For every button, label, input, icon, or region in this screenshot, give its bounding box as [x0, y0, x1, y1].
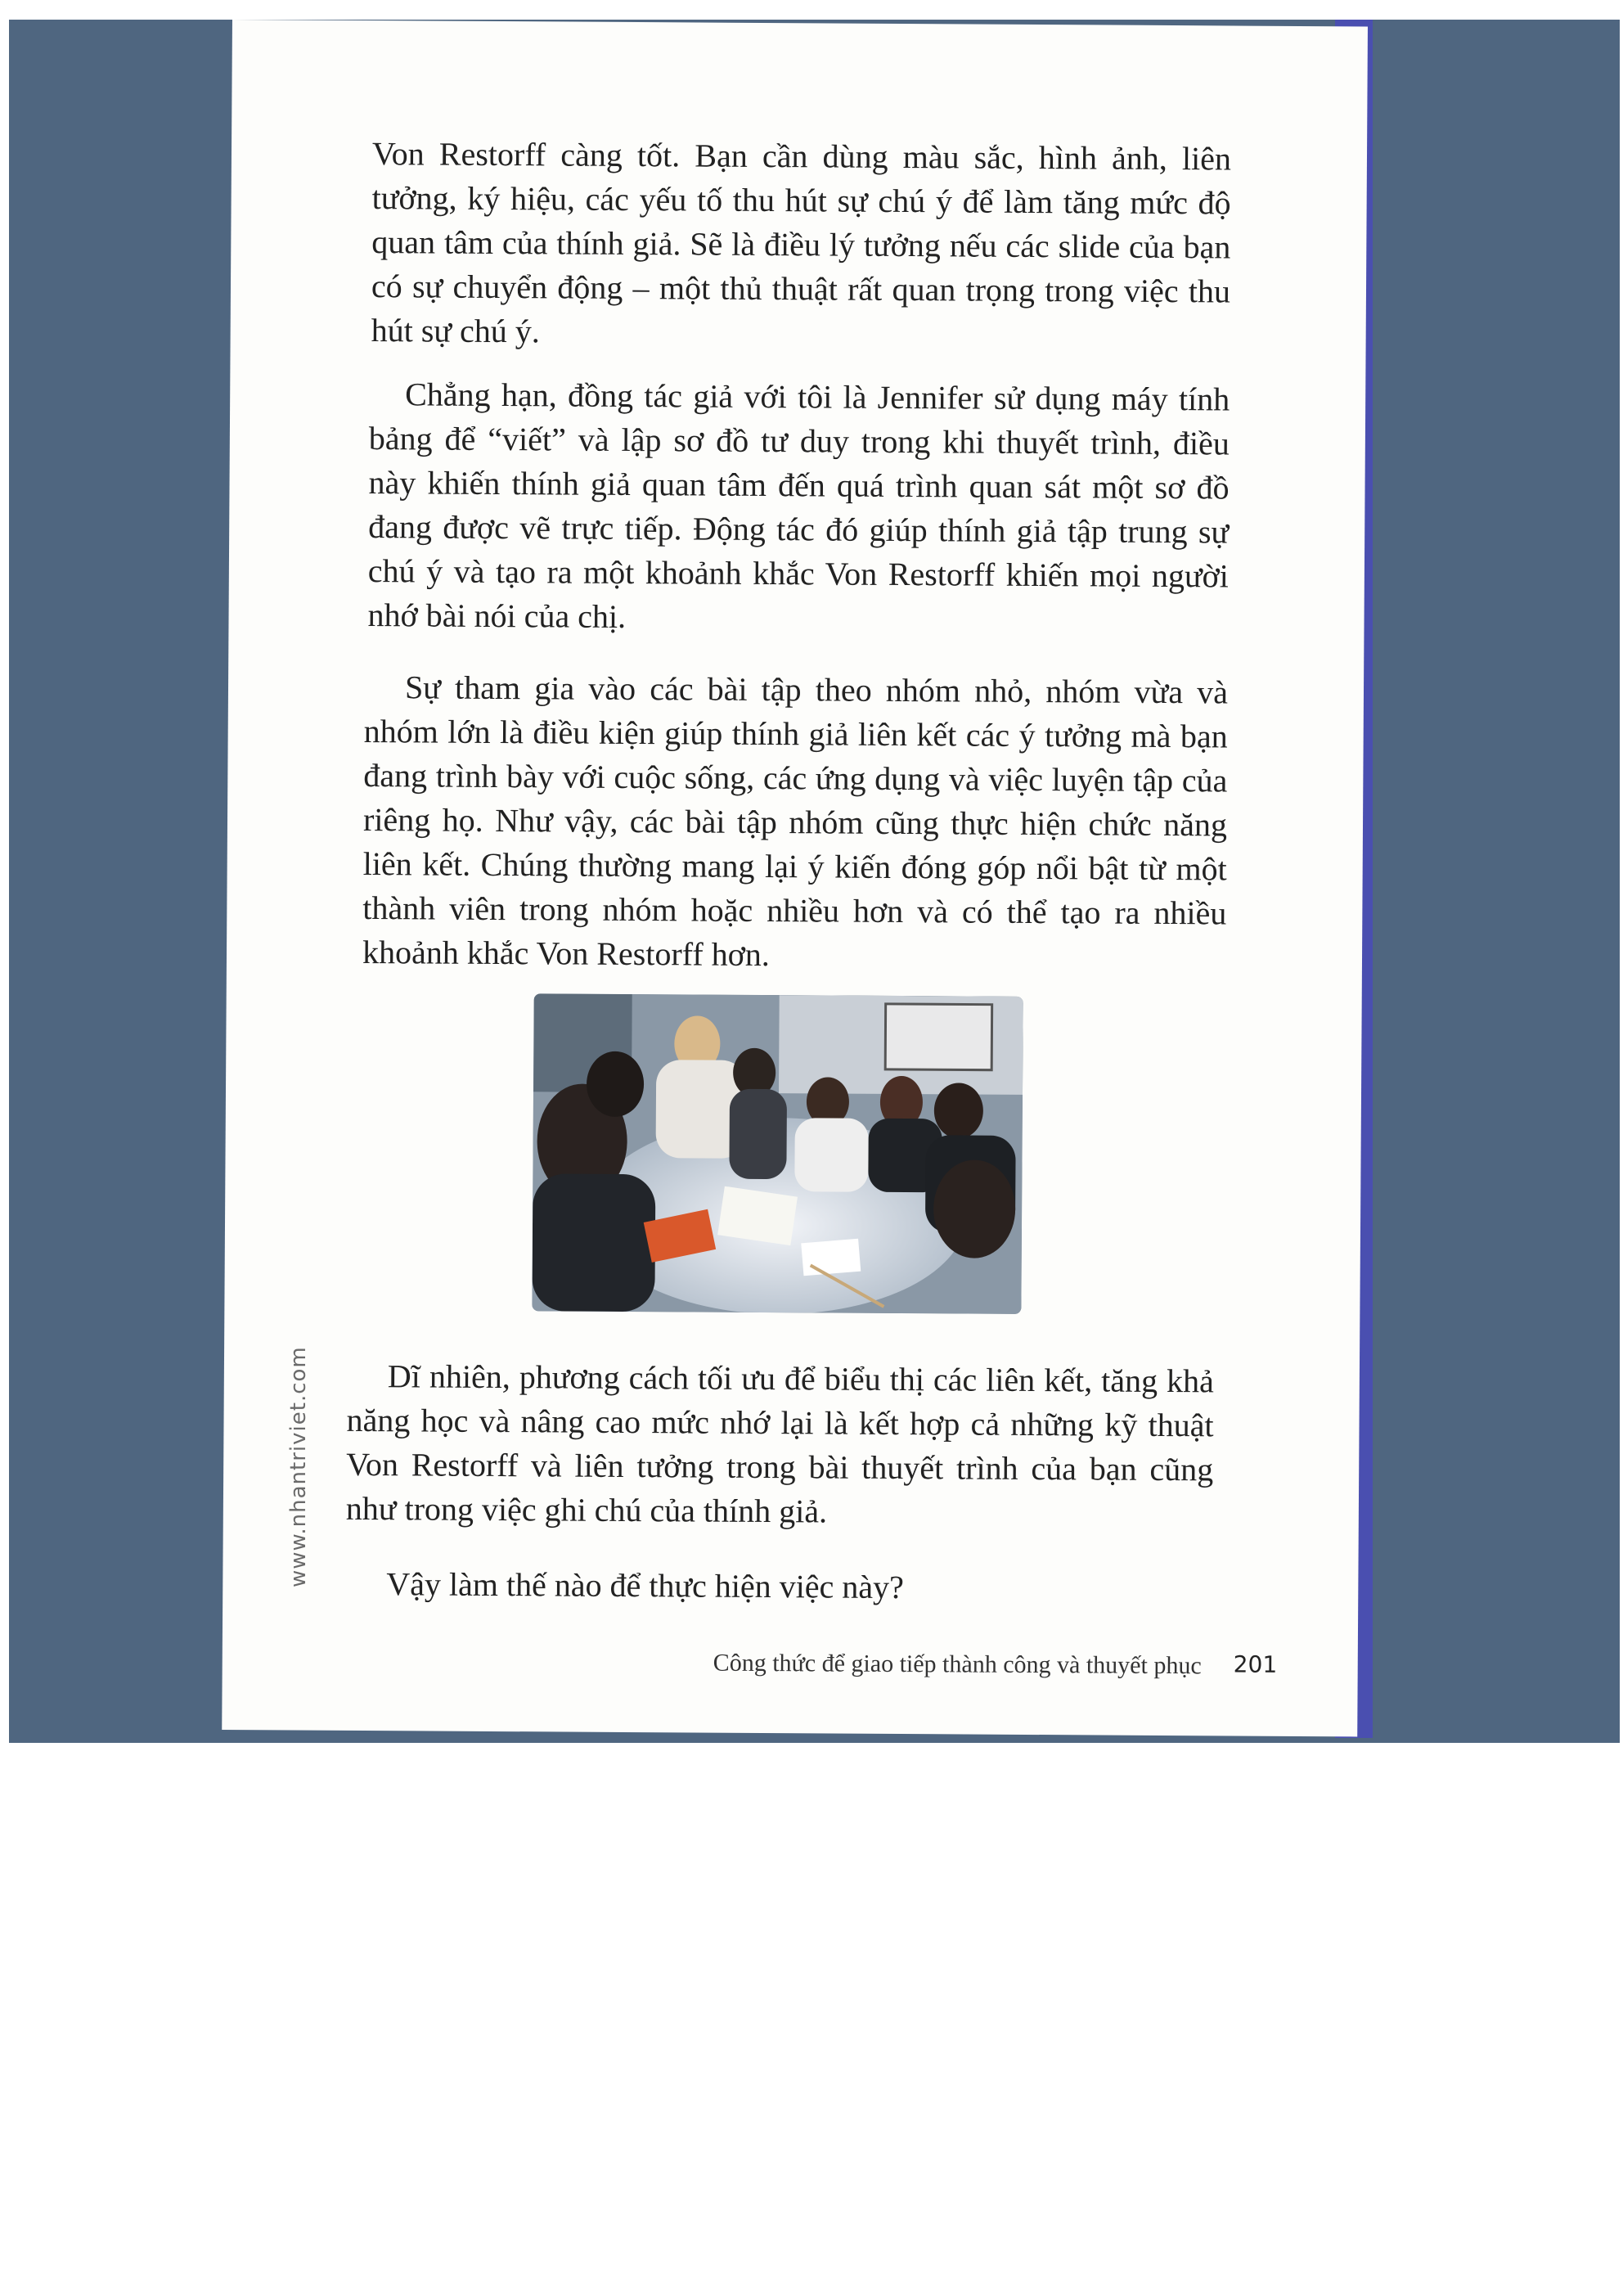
page-number: 201 [1233, 1650, 1278, 1678]
photo-illustration [532, 993, 1023, 1314]
paragraph-3: Sự tham gia vào các bài tập theo nhóm nhỏ, nhóm vừa và nhóm lớn là điều kiện giúp thính giả liên kết các ý tưởng mà bạn đang trình bày với cuộc sống, các ứng dụng và việc luyện tập của riêng họ. Như vậy, các bài tập nhóm cũng thực hiện chức năng liên kết. Chúng thường mang lại ý kiến đóng góp nổi bật từ một thành viên trong nhóm hoặc nhiều hơn và có thể tạo ra nhiều khoảnh khắc Von Restorff hơn. [362, 669, 1229, 974]
group-discussion-photo [532, 993, 1023, 1314]
paragraph-1: Von Restorff càng tốt. Bạn cần dùng màu sắc, hình ảnh, liên tưởng, ký hiệu, các yếu tố thu hút sự chú ý để làm tăng mức độ quan tâm của thính giả. Sẽ là điều lý tưởng nếu các slide của bạn có sự chuyển động – một thủ thuật rất quan trọng trong việc thu hút sự chú ý. [371, 135, 1232, 350]
paragraph-2: Chẳng hạn, đồng tác giả với tôi là Jennifer sử dụng máy tính bảng để “viết” và lập sơ đồ tư duy trong khi thuyết trình, điều này khiến thính giả quan tâm đến quá trình quan sát một sơ đồ đang được vẽ trực tiếp. Động tác đó giúp thính giả tập trung sự chú ý và tạo ra một khoảnh khắc Von Restorff khiến mọi người nhớ bài nói của chị. [367, 376, 1230, 635]
footer-book-title: Công thức để giao tiếp thành công và thuyết phục [713, 1649, 1202, 1680]
book-page [222, 20, 1368, 1736]
side-website-url: www.nhantriviet.com [286, 1346, 311, 1587]
paragraph-4: Dĩ nhiên, phương cách tối ưu để biểu thị các liên kết, tăng khả năng học và nâng cao mức nhớ lại là kết hợp cả những kỹ thuật Von Restorff và liên tưởng trong bài thuyết trình của bạn cũng như trong việc ghi chú của thính giả. [345, 1357, 1214, 1530]
paragraph-5: Vậy làm thế nào để thực hiện việc này? [386, 1565, 904, 1606]
